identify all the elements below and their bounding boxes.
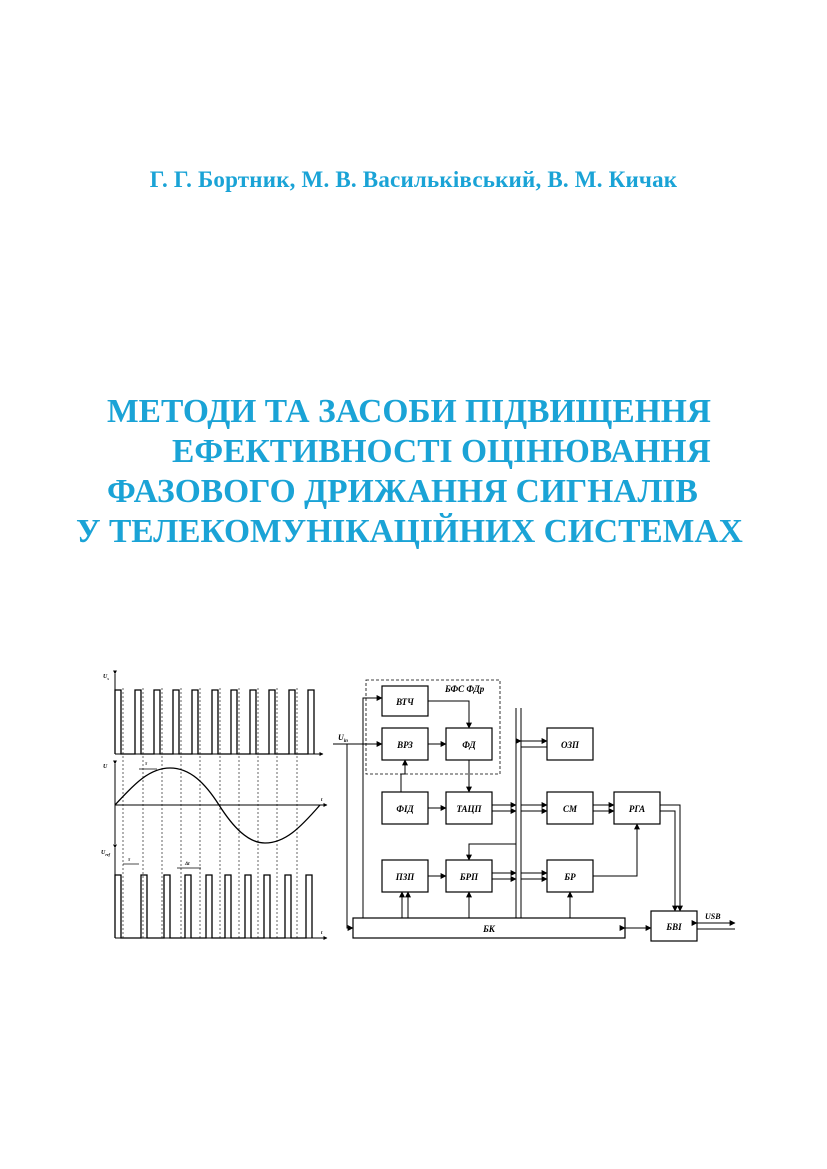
timing-diagram <box>115 674 327 938</box>
label-pzp: ПЗП <box>395 872 415 882</box>
label-u-mid: U <box>103 764 108 770</box>
label-t-bot: t <box>321 931 323 936</box>
pulse-train-bottom <box>115 875 312 938</box>
wire-left-bus <box>347 744 353 928</box>
title-line-1: МЕТОДИ ТА ЗАСОБИ ПІДВИЩЕННЯ <box>107 393 711 430</box>
label-bk: БК <box>483 924 495 934</box>
title-line-2: ЕФЕКТИВНОСТІ ОЦІНЮВАННЯ <box>172 433 711 470</box>
timing-gridlines <box>123 688 297 938</box>
label-ozp: ОЗП <box>560 740 580 750</box>
label-tau: τ <box>145 762 148 767</box>
label-u-top: $U_s$ <box>103 674 109 681</box>
title-line-3: ФАЗОВОГО ДРИЖАННЯ СИГНАЛІВ <box>107 473 698 510</box>
label-tacp: ТАЦП <box>456 804 482 814</box>
block-diagram <box>333 680 735 941</box>
label-fid: ФІД <box>396 804 414 814</box>
usb-label: USB <box>705 912 721 921</box>
u-in-label: $U_{in}$ <box>338 733 348 744</box>
wire-vtch-fd <box>428 701 469 728</box>
label-u-bot: $U_{ref}$ <box>101 850 111 857</box>
wire-fid-vrz <box>401 760 405 792</box>
label-t-mid: t <box>321 798 323 803</box>
label-vrz: ВРЗ <box>397 740 413 750</box>
label-fd: ФД <box>462 740 476 750</box>
pulse-train-top <box>115 690 314 754</box>
label-brp: БРП <box>459 872 479 882</box>
wire-bus-brp <box>469 844 516 860</box>
label-br: БР <box>564 872 576 882</box>
label-vtch: ВТЧ <box>396 697 414 707</box>
wire-br-rga <box>593 824 637 876</box>
bfs-group-label: БФС ФДр <box>445 684 485 694</box>
label-sm: СМ <box>562 804 578 814</box>
cover-figure <box>95 668 745 948</box>
label-tau-i: τ <box>128 858 131 863</box>
label-bvi: БВІ <box>666 922 682 932</box>
authors: Г. Г. Бортник, М. В. Васильківський, В. М. Кичак <box>149 167 678 192</box>
title-line-4: У ТЕЛЕКОМУНІКАЦІЙНИХ СИСТЕМАХ <box>76 513 743 550</box>
label-rga: РГА <box>628 804 646 814</box>
label-delta-t: Δt <box>185 862 190 867</box>
